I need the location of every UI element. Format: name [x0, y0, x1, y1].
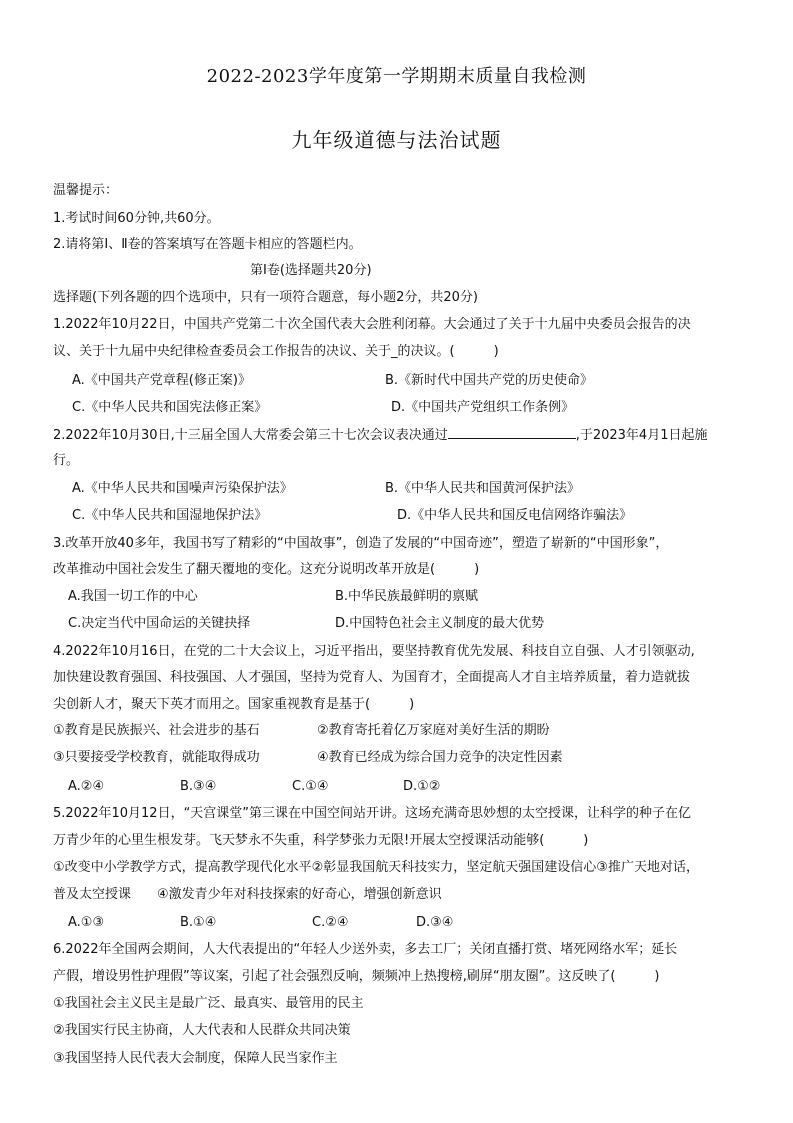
question-2-option-b: B.《中华人民共和国黄河保护法》	[385, 481, 581, 496]
exam-subtitle: 九年级道德与法治试题	[291, 128, 502, 152]
section-instruction: 选择题(下列各题的四个选项中，只有一项符合题意，每小题2分，共20分)	[53, 290, 478, 305]
question-5-text: 5.2022年10月12日，“天宫课堂”第三课在中国空间站开讲。这场充满奇思妙想的太空授课，让科学的种子在亿	[53, 806, 692, 821]
question-2-text: 行。	[53, 453, 80, 468]
question-2-option-d: D.《中华人民共和国反电信网络诈骗法》	[397, 508, 633, 523]
question-5-option-a: A.①③	[68, 915, 105, 930]
section-title: 第Ⅰ卷(选择题共20分)	[250, 263, 372, 278]
question-6-text: 6.2022年全国两会期间，人大代表提出的“年轻人少送外卖，多去工厂；关闭直播打赏、堵死网络水军；延长	[53, 942, 678, 957]
question-6-statement: ②我国实行民主协商，人大代表和人民群众共同决策	[53, 1023, 351, 1038]
question-2-text-part2: ,于2023年4月1日起施	[575, 428, 708, 443]
question-2-text-part1: 2.2022年10月30日,十三届全国人大常委会第三十七次会议表决通过	[53, 428, 448, 443]
question-4-text: 加快建设教育强国、科技强国、人才强国，坚持为党育人、为国育才，全面提高人才自主培养质量，着力造就拔	[53, 670, 691, 685]
question-1-option-b: B.《新时代中国共产党的历史使命》	[385, 373, 594, 388]
question-5-text: 万青少年的心里生根发芽。飞天梦永不失重，科学梦张力无限!开展太空授课活动能够( )	[53, 833, 589, 848]
question-4-statement: ②教育寄托着亿万家庭对美好生活的期盼	[317, 723, 550, 738]
question-6-statement: ①我国社会主义民主是最广泛、最真实、最管用的民主	[53, 996, 364, 1011]
question-5-option-b: B.①④	[180, 915, 217, 930]
question-2-text	[53, 426, 753, 445]
question-4-text: 尖创新人才，聚天下英才而用之。国家重视教育是基于( )	[53, 697, 415, 712]
question-4-statement: ③只要接受学校教育，就能取得成功	[53, 750, 260, 765]
question-1-text: 1.2022年10月22日，中国共产党第二十次全国代表大会胜利闭幕。大会通过了关于十九届中央委员会报告的决	[53, 317, 691, 332]
question-4-text: 4.2022年10月16日，在党的二十大会议上，习近平指出，要坚持教育优先发展、科技自立自强、人才引领驱动,	[53, 644, 695, 659]
question-4-statement: ①教育是民族振兴、社会进步的基石	[53, 723, 260, 738]
question-2-option-c: C.《中华人民共和国湿地保护法》	[72, 508, 268, 523]
question-4-statement: ④教育已经成为综合国力竞争的决定性因素	[317, 750, 563, 765]
exam-title: 2022-2023学年度第一学期期末质量自我检测	[206, 66, 587, 87]
question-1-text: 议、关于十九届中央纪律检查委员会工作报告的决议、关于_的决议。( )	[53, 344, 499, 359]
question-6-text: 产假，增设男性护理假”等议案，引起了社会强烈反响，频频冲上热搜榜,刷屏“朋友圈”。这反映了( )	[53, 969, 660, 984]
question-5-text: ①改变中小学教学方式，提高教学现代化水平②彰显我国航天科技实力，坚定航天强国建设信心③推广天地对话，	[53, 860, 699, 875]
question-3-text: 改革推动中国社会发生了翻天覆地的变化。这充分说明改革开放是( )	[53, 562, 480, 577]
question-3-option-a: A.我国一切工作的中心	[68, 589, 198, 604]
notice-item: 1.考试时间60分钟,共60分。	[53, 211, 220, 226]
question-4-option-d: D.①②	[403, 779, 441, 794]
question-1-option-a: A.《中国共产党章程(修正案)》	[72, 373, 251, 388]
question-3-option-b: B.中华民族最鲜明的禀赋	[335, 589, 479, 604]
question-5-option-d: D.③④	[416, 915, 454, 930]
question-2-option-a: A.《中华人民共和国噪声污染保护法》	[72, 481, 293, 496]
question-4-option-c: C.①④	[292, 779, 329, 794]
question-4-option-a: A.②④	[68, 779, 105, 794]
question-6-statement: ③我国坚持人民代表大会制度，保障人民当家作主	[53, 1051, 338, 1066]
question-5-option-c: C.②④	[312, 915, 349, 930]
question-4-option-b: B.③④	[180, 779, 217, 794]
question-3-option-c: C.决定当代中国命运的关键抉择	[68, 616, 251, 631]
question-3-option-d: D.中国特色社会主义制度的最大优势	[335, 616, 545, 631]
notice-item: 2.请将第Ⅰ、Ⅱ卷的答案填写在答题卡相应的答题栏内。	[53, 237, 362, 252]
answer-blank	[448, 426, 576, 439]
question-5-text: 普及太空授课 ④激发青少年对科技探索的好奇心，增强创新意识	[53, 887, 442, 902]
question-1-option-c: C.《中华人民共和国宪法修正案》	[72, 400, 268, 415]
notice-heading: 温馨提示：	[53, 183, 119, 198]
question-1-option-d: D.《中国共产党组织工作条例》	[391, 400, 575, 415]
question-3-text: 3.改革开放40多年，我国书写了精彩的“中国故事”，创造了发展的“中国奇迹”，塑造了崭新的“中国形象”，	[53, 536, 669, 551]
